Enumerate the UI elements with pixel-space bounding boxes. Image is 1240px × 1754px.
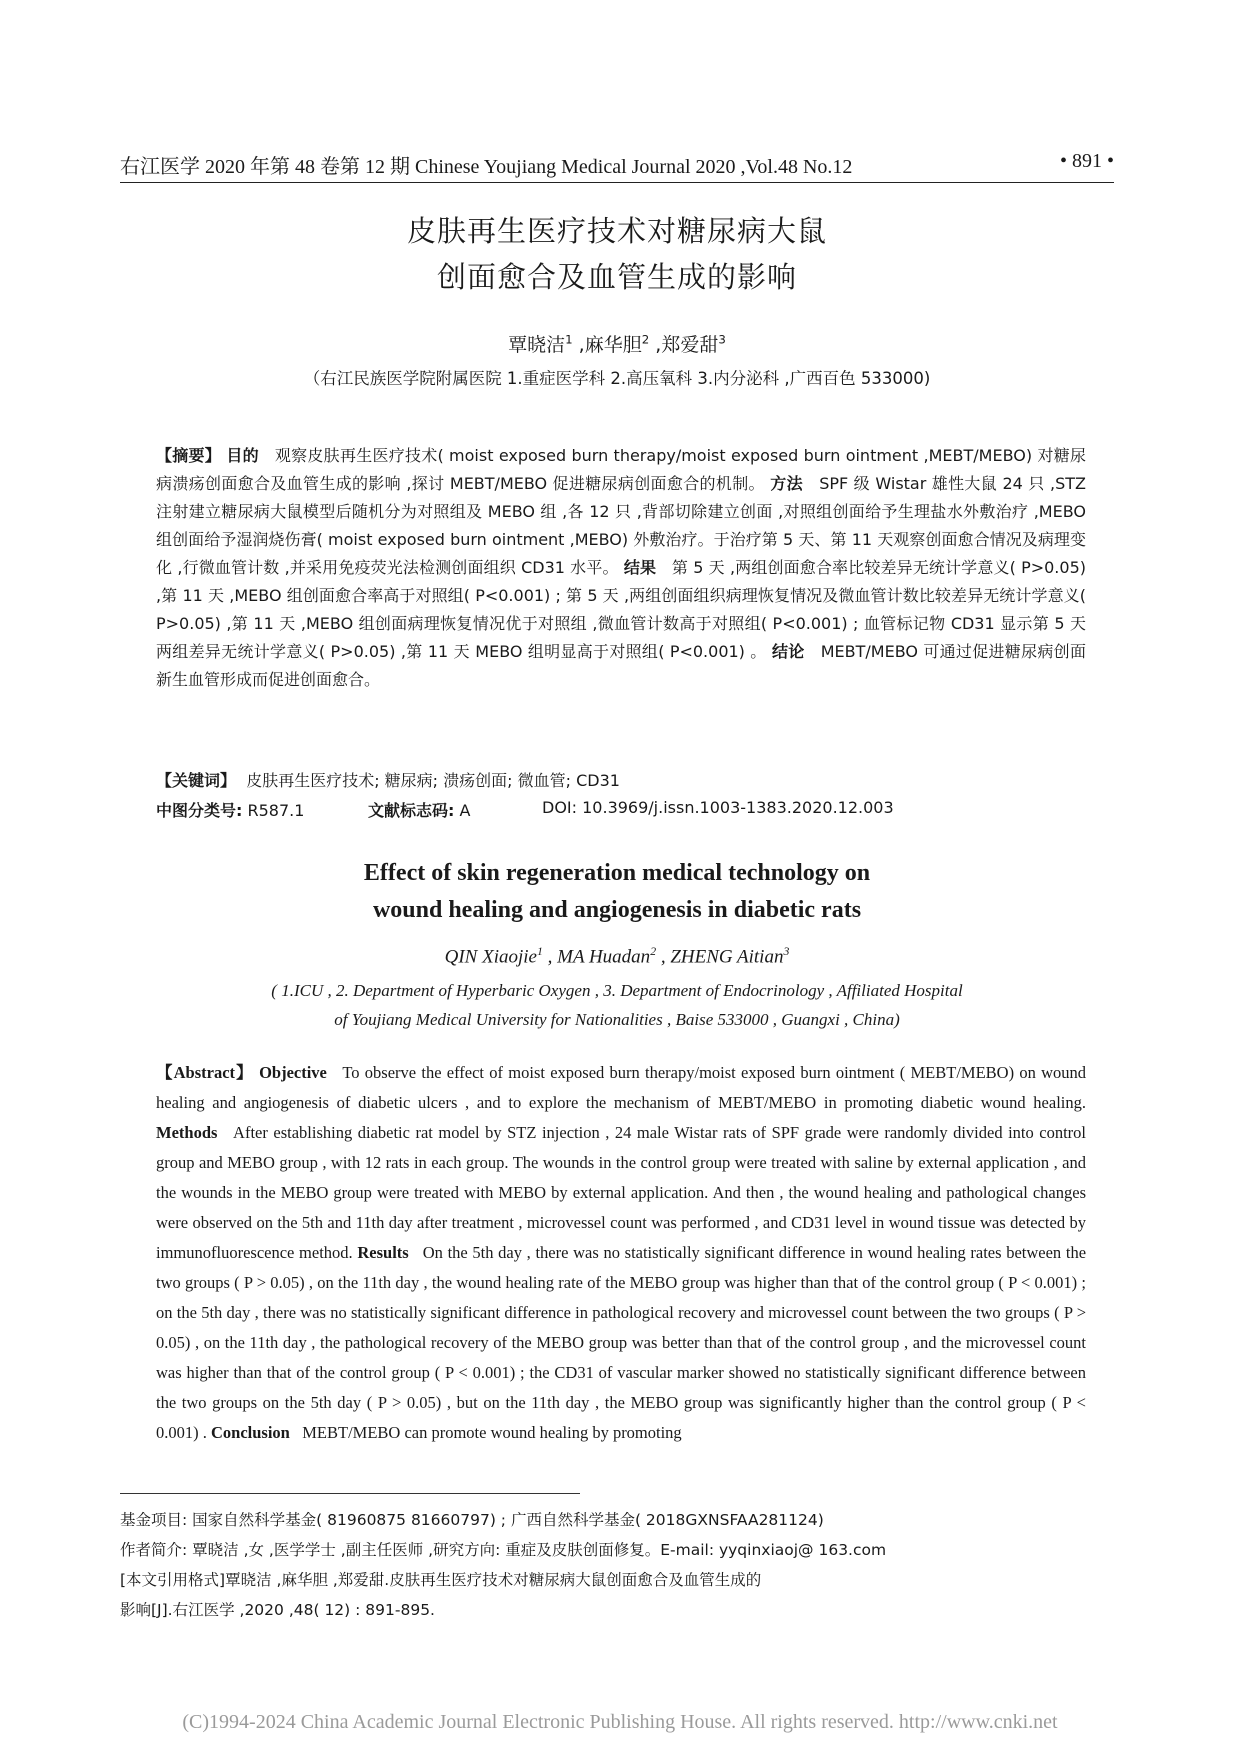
conclusion-label: 结论 <box>771 642 805 661</box>
header-divider <box>120 182 1114 183</box>
objective-text: To observe the effect of moist exposed burn therapy/moist exposed burn ointment ( MEBT/MEBO) on wound healing and angiogenesis of diabetic ulcers , and to explore the mechanism of MEBT/MEBO in promoting diabetic wound healing. <box>156 1063 1087 1112</box>
journal-line: 右江医学 2020 年第 48 卷第 12 期 Chinese Youjiang Medical Journal 2020 ,Vol.48 No.12 <box>120 156 853 178</box>
chinese-abstract <box>156 442 1086 694</box>
english-affiliation <box>120 976 1114 1034</box>
objective-label: 目的 <box>226 446 259 465</box>
chinese-authors: 覃晓洁$^1$ ,麻华胆$^2$ ,郑爱甜$^3$ <box>508 332 726 356</box>
abstract-tag: 【摘要】 <box>156 446 222 465</box>
english-abstract <box>156 1058 1086 1448</box>
methods-text: After establishing diabetic rat model by STZ injection , 24 male Wistar rats of SPF grade were randomly divided into control group and MEBO group , with 12 rats in each group. The wounds in the control group were treated with saline by external application , and the wounds in the MEBO group were treated with MEBO by external application. And then , the wound healing and pathological changes were observed on the 5th and 11th day after treatment , microvessel count was performed , and CD31 level in wound tissue was detected by immunofluorescence method. <box>156 1123 1086 1262</box>
doc-code-value: A <box>459 801 471 820</box>
methods-text: SPF 级 Wistar 雄性大鼠 24 只 ,STZ 注射建立糖尿病大鼠模型后随机分为对照组及 MEBO 组 ,各 12 只 ,背部切除建立创面 ,对照组创面给予生理盐水外敷治疗 ,MEBO 组创面给予湿润烧伤膏( moist exposed burn ointment ,MEBO) 外敷治疗。于治疗第 5 天、第 11 天观察创面愈合情况及病理变化 ,行微血管计数 ,并采用免疫荧光法检测创面组织 CD31 水平。 <box>156 474 1086 577</box>
author-affil-mark: 3 <box>718 332 726 347</box>
running-header <box>120 150 1114 178</box>
english-title <box>120 855 1114 929</box>
chinese-keywords <box>156 768 620 791</box>
chinese-title-line2: 创面愈合及血管生成的影响 <box>436 260 797 294</box>
page-number: • 891 • <box>1059 150 1114 172</box>
objective-text: 观察皮肤再生医疗技术( moist exposed burn therapy/moist exposed burn ointment ,MEBT/MEBO) 对糖尿病溃疡创面愈合及血管生成的影响 ,探讨 MEBT/MEBO 促进糖尿病创面愈合的机制。 <box>156 446 1086 493</box>
author-affil-mark: 1 <box>536 945 543 958</box>
methods-label: Methods <box>156 1123 218 1142</box>
results-text: On the 5th day , there was no statistically significant difference in wound healing rates between the two groups ( P > 0.05) , on the 11th day , the wound healing rate of the MEBO group was higher than that of the control group ( P < 0.001) ; on the 5th day , there was no statistically significant difference in pathological recovery and microvessel count between the two groups ( P > 0.05) , on the 11th day , the pathological recovery of the MEBO group was better than that of the control group , and the microvessel count was higher than that of the control group ( P < 0.001) ; the CD31 of vascular marker showed no statistically significant difference between the two groups on the 5th day ( P > 0.05) , but on the 11th day , the MEBO group was significantly higher than the control group ( P < 0.001) . <box>156 1243 1087 1442</box>
conclusion-label: Conclusion <box>211 1423 290 1442</box>
author-affil-mark: 2 <box>641 332 650 347</box>
citation-note-line1: [本文引用格式]覃晓洁 ,麻华胆 ,郑爱甜.皮肤再生医疗技术对糖尿病大鼠创面愈合及血管生成的 <box>120 1571 762 1589</box>
english-affiliation-line1: ( 1.ICU , 2. Department of Hyperbaric Oxygen , 3. Department of Endocrinology , Affiliated Hospital <box>271 981 963 1000</box>
citation-note-line2: 影响[J].右江医学 ,2020 ,48( 12) : 891-895. <box>120 1601 435 1619</box>
clc-label: 中图分类号: <box>156 801 243 820</box>
results-label: Results <box>357 1243 409 1262</box>
author-name: ZHENG Aitian <box>670 946 784 968</box>
objective-label: Objective <box>259 1063 327 1082</box>
author-name: MA Huadan <box>557 946 651 968</box>
chinese-title-line1: 皮肤再生医疗技术对糖尿病大鼠 <box>406 214 827 248</box>
conclusion-text: MEBT/MEBO 可通过促进糖尿病创面新生血管形成而促进创面愈合。 <box>156 642 1086 689</box>
footnote-divider <box>120 1493 580 1494</box>
author-name: 郑爱甜 <box>661 334 719 356</box>
author-affil-mark: 2 <box>650 945 657 958</box>
english-affiliation-line2: of Youjiang Medical University for Nationalities , Baise 533000 , Guangxi , China) <box>334 1010 900 1029</box>
author-affil-mark: 3 <box>783 945 790 958</box>
chinese-title <box>120 208 1114 300</box>
author-name: 麻华胆 <box>584 334 642 356</box>
english-title-line2: wound healing and angiogenesis in diabetic rats <box>372 897 862 923</box>
footnotes <box>120 1505 1114 1625</box>
doc-code-label: 文献标志码: <box>368 801 455 820</box>
author-name: QIN Xiaojie <box>444 946 537 968</box>
doi-label: DOI: <box>542 798 578 817</box>
methods-label: 方法 <box>770 474 803 493</box>
doi-value: 10.3969/j.issn.1003-1383.2020.12.003 <box>582 798 894 817</box>
copyright-watermark: (C)1994-2024 China Academic Journal Electronic Publishing House. All rights reserved. http://www.cnki.net <box>182 1711 1058 1733</box>
classification-line <box>156 798 1086 822</box>
chinese-affiliation: （右江民族医学院附属医院 1.重症医学科 2.高压氧科 3.内分泌科 ,广西百色 533000) <box>303 369 931 388</box>
conclusion-text: MEBT/MEBO can promote wound healing by promoting <box>302 1423 682 1442</box>
author-affil-mark: 1 <box>565 332 573 347</box>
keywords-tag: 【关键词】 <box>156 771 237 790</box>
abstract-tag: 【Abstract】 <box>156 1063 254 1082</box>
author-bio-note: 作者简介: 覃晓洁 ,女 ,医学学士 ,副主任医师 ,研究方向: 重症及皮肤创面修复。E-mail: yyqinxiaoj@ 163.com <box>120 1541 887 1559</box>
keywords-text: 皮肤再生医疗技术; 糖尿病; 溃疡创面; 微血管; CD31 <box>246 771 620 790</box>
results-text: 第 5 天 ,两组创面愈合率比较差异无统计学意义( P>0.05) ,第 11 天 ,MEBO 组创面愈合率高于对照组( P<0.001) ; 第 5 天 ,两组创面组织病理恢复情况及微血管计数比较差异无统计学意义( P>0.05) ,第 11 天 ,MEBO 组创面病理恢复情况优于对照组 ,微血管计数高于对照组( P<0.001) ; 血管标记物 CD31 显示第 5 天两组差异无统计学意义( P>0.05) ,第 11 天 MEBO 组明显高于对照组( P<0.001) 。 <box>156 558 1086 661</box>
funding-note: 基金项目: 国家自然科学基金( 81960875 81660797) ; 广西自然科学基金( 2018GXNSFAA281124) <box>120 1511 824 1529</box>
results-label: 结果 <box>623 558 657 577</box>
author-name: 覃晓洁 <box>508 334 566 356</box>
english-title-line1: Effect of skin regeneration medical technology on <box>363 860 871 886</box>
english-authors: QIN Xiaojie$^1$ , MA Huadan$^2$ , ZHENG Aitian$^3$ <box>444 945 790 968</box>
clc-value: R587.1 <box>247 801 305 820</box>
